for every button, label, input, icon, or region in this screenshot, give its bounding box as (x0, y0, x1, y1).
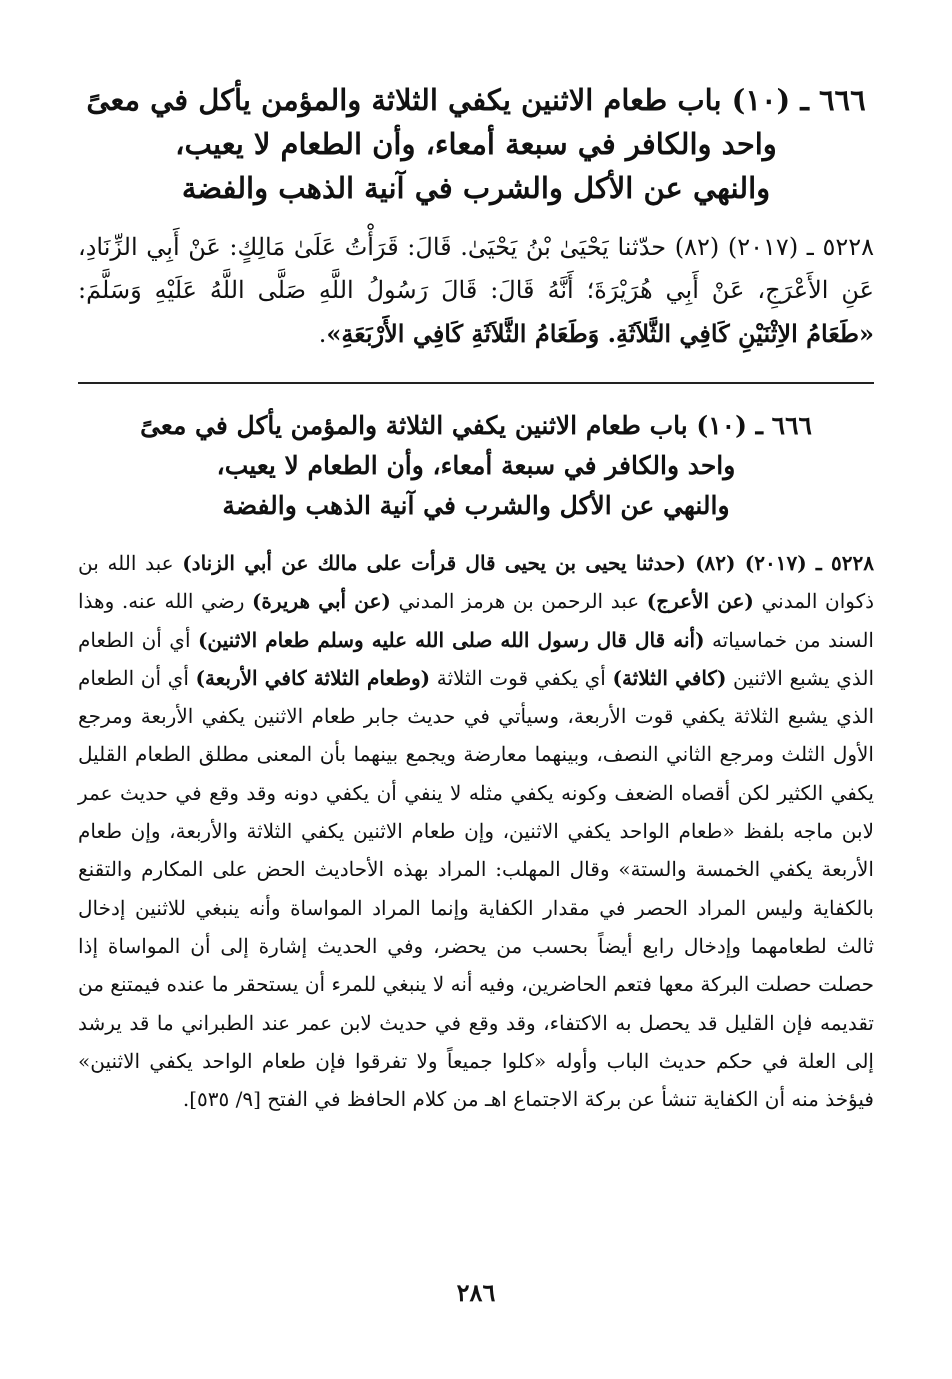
commentary-bold: (عن الأعرج) (646, 589, 754, 614)
commentary-chapter-title (78, 406, 874, 526)
section-divider (78, 382, 874, 384)
chapter-title-line: والنهي عن الأكل والشرب في آنية الذهب والفضة (222, 491, 730, 520)
chapter-title-line: واحد والكافر في سبعة أمعاء، وأن الطعام لا يعيب، (175, 127, 777, 161)
commentary-plain: عبد الله بن ذكوان المدني (78, 551, 875, 614)
chapter-title-line: ٦٦٦ ـ (١٠) باب طعام الاثنين يكفي الثلاثة والمؤمن يأكل في معىً (140, 411, 812, 440)
commentary-plain: رضي الله عنه. وهذا السند من خماسياته (78, 589, 874, 652)
hadith-end: . (318, 320, 327, 348)
commentary-bold: (وطعام الثلاثة كافي الأربعة) (195, 665, 431, 690)
chapter-title-line: واحد والكافر في سبعة أمعاء، وأن الطعام لا يعيب، (216, 451, 736, 480)
commentary-bold: (كافي الثلاثة) (612, 665, 727, 690)
chapter-title-line: والنهي عن الأكل والشرب في آنية الذهب والفضة (181, 171, 771, 205)
chapter-title-line: ٦٦٦ ـ (١٠) باب طعام الاثنين يكفي الثلاثة والمؤمن يأكل في معىً (86, 83, 866, 117)
page-number: ٢٨٦ (456, 1278, 496, 1307)
commentary-bold: (أنه قال قال رسول الله صلى الله عليه وسلم طعام الاثنين) (197, 627, 705, 652)
commentary-plain: أي يكفي قوت الثلاثة (430, 665, 613, 690)
commentary-text (78, 544, 874, 1118)
commentary-plain: أي أن الطعام الذي يشبع الثلاثة يكفي قوت الأربعة، وسيأتي في حديث جابر طعام الاثنين يكفي الأربعة ومرجع الأول الثلث ومرجع الثاني النصف، وبينهما معارضة ويجمع بينهما بأن المعنى مطلق الطعام القليل يكفي الكثير لكن أقصاه الضعف وكونه يكفي مثله لا ينفي أن يكفي دونه وقد وقع في حديث عمر لابن ماجه بلفظ «طعام الواحد يكفي الاثنين، وإن طعام الاثنين يكفي الثلاثة والأربعة، وإن طعام الأربعة يكفي الخمسة والستة» وقال المهلب: المراد بهذه الأحاديث الحض على المكارم والتقنع بالكفاية وليس المراد الحصر في مقدار الكفاية وإنما المراد المواساة وأنه ينبغي للاثنين إدخال ثالث لطعامهما وإدخال رابع أيضاً بحسب من يحضر، وفي الحديث إشارة إلى أن المواساة إذا حصلت حصلت البركة معها فتعم الحاضرين، وفيه أنه لا ينبغي للمرء أن يستحقر ما عنده فيمتنع من تقديمه فإن القليل قد يحصل به الاكتفاء، وقد وقع في حديث لابن عمر عند الطبراني ما قد يرشد إلى العلة في حكم حديث الباب وأوله «كلوا جميعاً ولا تفرقوا فإن طعام الواحد يكفي الاثنين» فيؤخذ منه أن الكفاية تنشأ عن بركة الاجتماع اهـ من كلام الحافظ في الفتح [٩/ ٥٣٥]. (78, 665, 875, 1112)
chapter-title (78, 78, 874, 210)
commentary-plain: عبد الرحمن بن هرمز المدني (390, 589, 647, 614)
hadith-text (78, 226, 874, 356)
hadith-chain: ٥٢٢٨ ـ (٢٠١٧) (٨٢) حدّثنا يَحْيَىٰ بْنُ يَحْيَىٰ. قَالَ: قَرَأْتُ عَلَىٰ مَالِكٍ: عَنْ أَبِي الزِّنَادِ، عَنِ الأَعْرَجِ، عَنْ أَبِي هُرَيْرَةَ؛ أَنَّهُ قَالَ: قَالَ رَسُولُ اللَّهِ صَلَّى اللَّهُ عَلَيْهِ وَسَلَّمَ: (78, 233, 874, 304)
commentary-bold: (عن أبي هريرة) (251, 589, 391, 614)
commentary-plain: أي أن الطعام الذي يشبع الاثنين (78, 627, 875, 690)
commentary-bold: ٥٢٢٨ ـ (٢٠١٧) (٨٢) (حدثنا يحيى بن يحيى قال قرأت على مالك عن أبي الزناد) (182, 551, 874, 575)
hadith-quote: «طَعَامُ الاِثْنَيْنِ كَافِي الثَّلاَثَةِ. وَطَعَامُ الثَّلاَثَةِ كَافِي الأَرْبَعَةِ» (326, 319, 874, 348)
